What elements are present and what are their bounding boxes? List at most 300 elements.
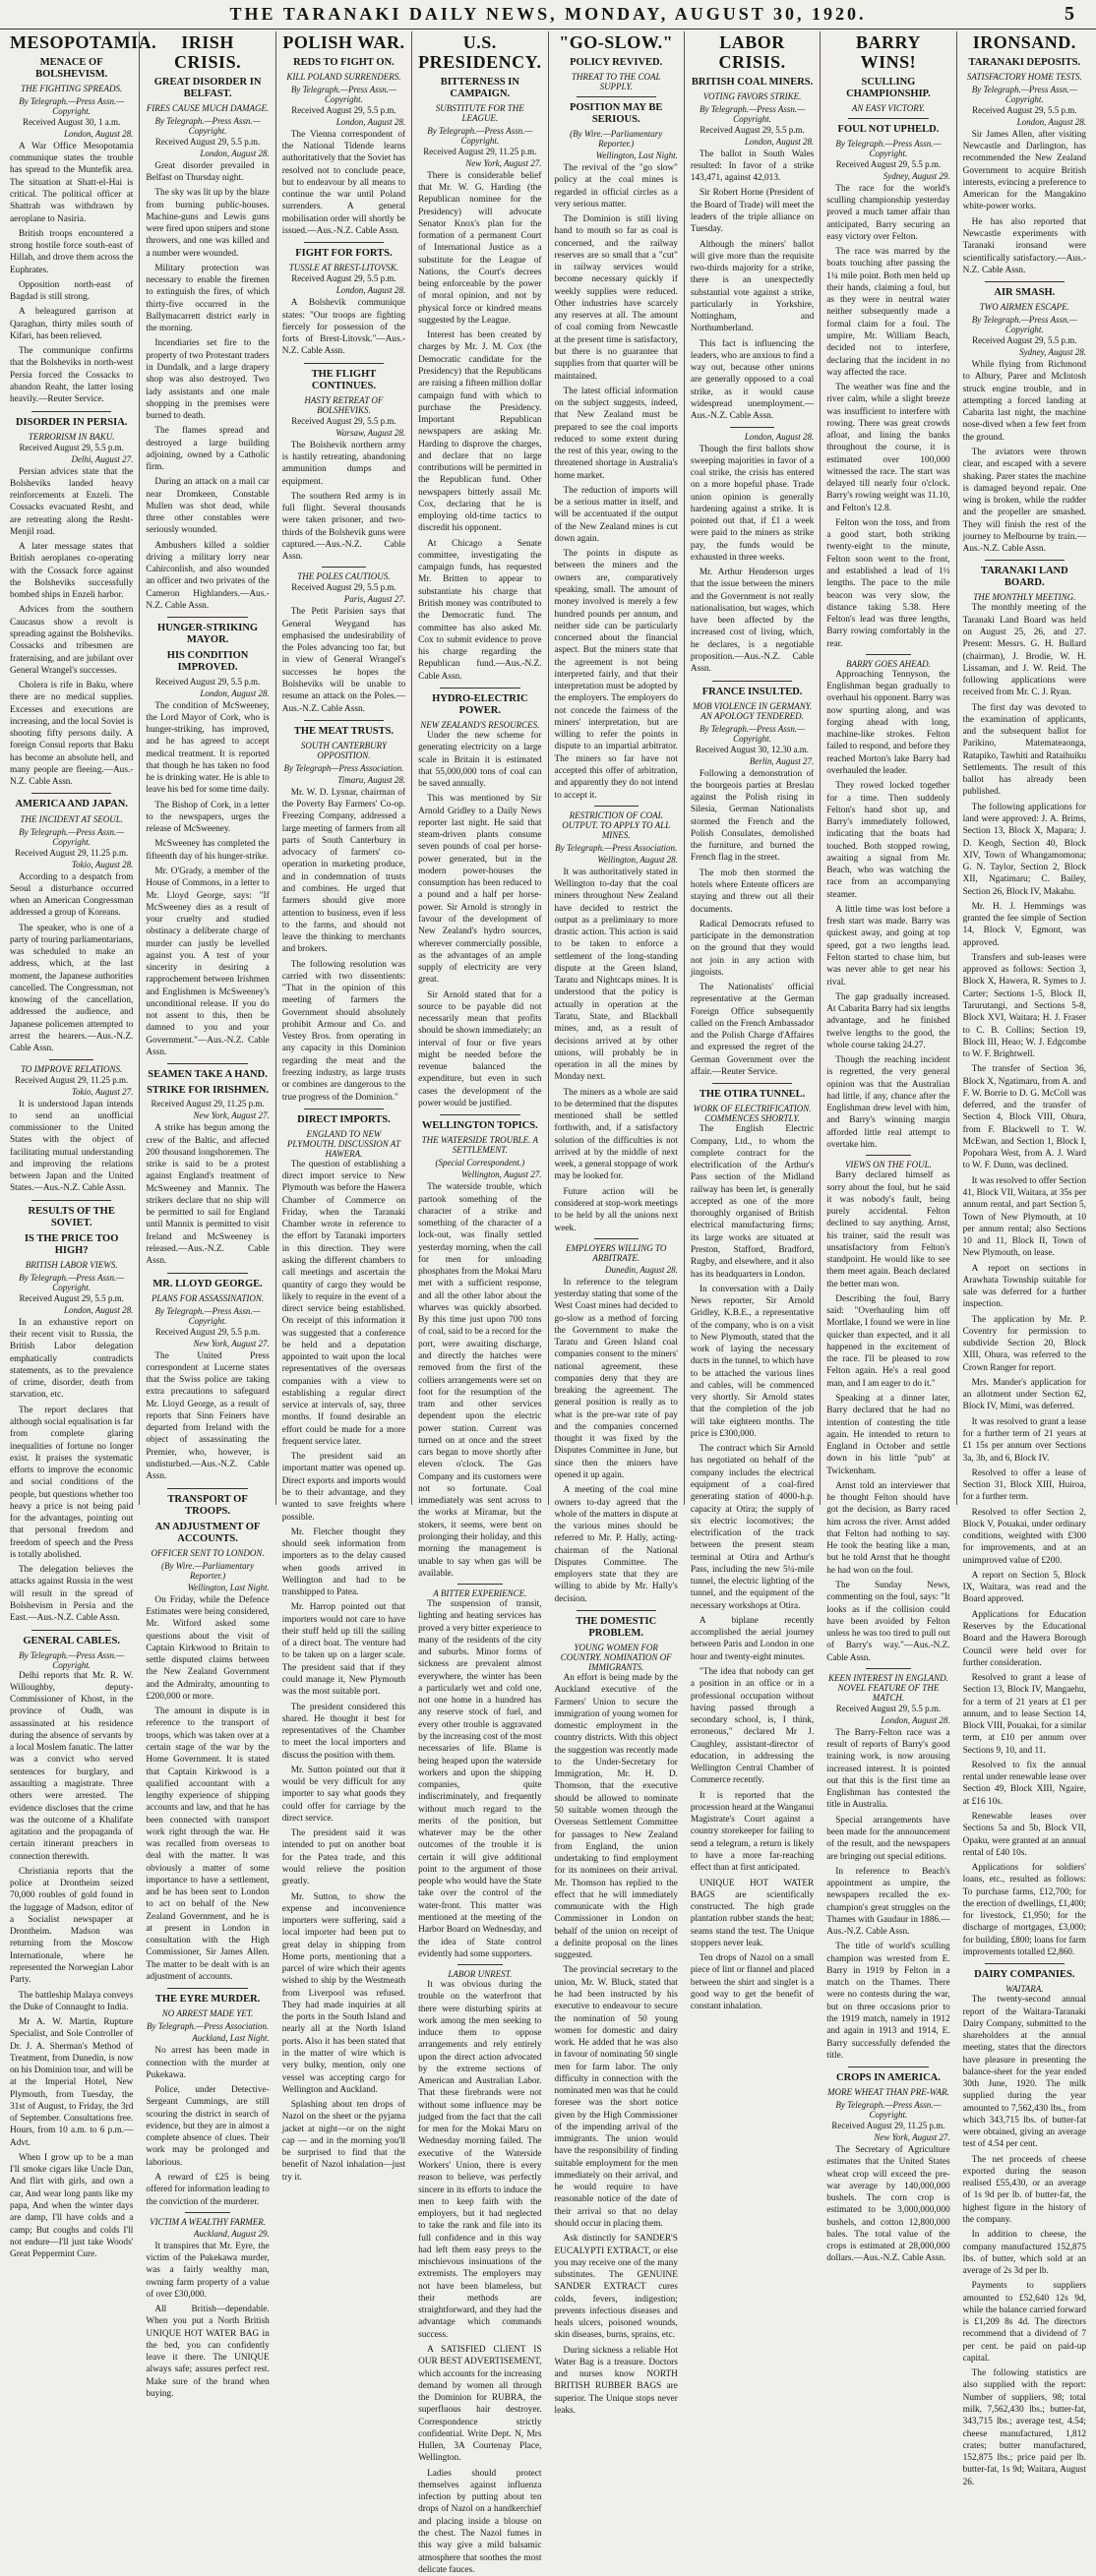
article-paragraph: The question of establishing a direct import service to New Plymouth was before the Hawera Chamber of Commerce on Friday, when the Taranaki Chamber wrote in reference to the effort by Taranaki importers in this direction. They were asking the different chambers to call meetings and ascertain the quantity of cargo they would be likely to require in the event of a direct service being established. On receipt of this information it was suggested that a conference be held and a deputation appointed to wait upon the local representatives of the overseas companies with a view to establishing a regular direct service at intervals of, say, three months. If found desirable an effort could be made for a more frequent service later.	[281, 1159, 406, 1447]
article-paragraph: Radical Democrats refused to participate in the demonstration on the ground that they would not join in any action with jingoists.	[690, 919, 815, 978]
received-time: Received August 29, 5.5 p.m.	[19, 442, 124, 452]
article-subline: VOTING FAVORS STRIKE.	[702, 90, 802, 101]
article-subline: NO ARREST MADE YET.	[161, 2008, 254, 2019]
article-paragraph: The southern Red army is in full flight. Several thousands were taken prisoner, and two-thirds of the Bolshevik guns were captured.—Aus.-N.Z. Cable Assn.	[281, 491, 406, 563]
article-subhead: TRANSPORT OF TROOPS.	[167, 1493, 248, 1517]
short-rule	[594, 1238, 639, 1239]
article	[826, 1160, 949, 1664]
article-paragraph: A biplane recently accomplished the aerial journey between Paris and London in one hour and twenty-eight minutes.	[690, 1615, 815, 1662]
article-paragraph: The gap gradually increased. At Cabarita Barry had six lengths advantage, and he finished twelve lengths to the good, the whole course taking 24.27.	[826, 991, 950, 1050]
article-subhead: REDS TO FIGHT ON.	[293, 56, 395, 68]
article-subline: SUBSTITUTE FOR THE LEAGUE.	[435, 102, 524, 123]
article	[418, 1120, 541, 1580]
section-rule	[304, 720, 384, 721]
article-subhead: POLICY REVIVED.	[570, 56, 663, 68]
received-time: Received August 29, 11.25 p.m.	[15, 1074, 129, 1085]
article-paragraph: A War Office Mesopotamia communique states the trouble has spread to the Muntefik area. The situation at Shatt-el-Hai is critical. The political officer at Shattrah was withdrawn by aeroplane to Nasiria.	[10, 141, 134, 224]
article	[146, 1069, 269, 1267]
column-3	[276, 31, 412, 2183]
article	[963, 287, 1086, 555]
article-paragraph: The mob then stormed the hotels where Entente officers are staying and threw out all their documents.	[690, 868, 815, 915]
article-subline: MORE WHEAT THAN PRE-WAR.	[827, 2087, 949, 2098]
received-time: Received August 29, 11.25 p.m.	[15, 847, 129, 858]
received-time: Received August 29, 5.5 p.m.	[972, 104, 1077, 115]
article-credit: By Telegraph.—Press Assn.—Copyright.	[154, 115, 261, 136]
article-paragraph: When I grow up to be a man I'll smoke cigars like Uncle Dan, And flirt with girls, and own a car, And wear long pants like my papa, And when the winter days are damp, I'll have colds and a camp; But coughs and colds I'll not endure—I'll just take Woods' Great Peppermint Cure.	[10, 2152, 134, 2260]
article-subhead: MR. LLOYD GEORGE.	[152, 1278, 263, 1289]
article-subhead: GENERAL CABLES.	[23, 1635, 120, 1647]
article-paragraph: The report declares that although social equalisation is far from complete glaring inequalities of fortune no longer exist. It praises the systematic efforts to improve the economic and social conditions of the people, but questions whether too heavy a price is not being paid for the advantages, pointing out that personal freedom and freedom of speech and the Press is totally abolished.	[10, 1405, 134, 1560]
article-credit: (By Wire.—Parliamentary Reporter.)	[160, 1560, 255, 1581]
article	[10, 417, 133, 789]
article-subline: SOUTH CANTERBURY OPPOSITION.	[300, 740, 387, 760]
article-subhead: AN ADJUSTMENT OF ACCOUNTS.	[154, 1521, 261, 1544]
received-time: Received August 29, 5.5 p.m.	[19, 1292, 124, 1303]
article	[555, 102, 678, 802]
article-paragraph: The condition of McSweeney, the Lord Mayor of Cork, who is hunger-striking, has improved, and he has agreed to accept medical treatment. It is reported that though he has taken no food he is drinking water. He is able to leave his bed for some time daily.	[146, 700, 270, 796]
article-subhead: THE OTIRA TUNNEL.	[699, 1089, 806, 1101]
article-paragraph: Resolved to grant a lease of Section 13, Block IV, Mangaehu, for a term of 21 years at £1 per annum, and to lease Section 14, Block VIII, Pouakai, for a similar term, at £10 per annum over Sections 9, 10, and 11.	[962, 1673, 1086, 1756]
article-paragraph: Incendiaries set fire to the property of two Protestant traders in Dundalk, and a large drapery shop was also destroyed. Two lady assistants and one male shopping in the premises were burned to death.	[146, 338, 270, 422]
short-rule	[322, 567, 366, 568]
article-paragraph: Payments to suppliers amounted to £52,640 12s 9d, while the balance carried forward is £1,209 8s 4d. The directors recommend that a dividend of 7 per cent. be paid on paid-up capital.	[962, 2281, 1086, 2364]
column-4	[412, 31, 548, 2575]
section-rule	[712, 1083, 792, 1084]
article	[963, 566, 1086, 1958]
article-paragraph: The Dominion is still living hand to mouth so far as coal is concerned, and the railway reserves are so small that a "cut" in railway services would become necessary quickly if weekly supplies were reduced. Other industries have scarcely any reserves at all. The amount of coal coming from Newcastle at the present time is satisfactory, but there is no guarantee that supplies from that quarter will be maintained.	[554, 214, 678, 382]
article	[555, 810, 678, 1234]
article-credit: By Telegraph.—Press Assn.—Copyright.	[19, 1272, 125, 1292]
article-paragraph: The president said an important matter was opened up. Direct exports and imports would be to their advantage, and they wanted to save freights where possible.	[281, 1452, 406, 1523]
article-subline: KEEN INTEREST IN ENGLAND. NOVEL FEATURE OF THE MATCH.	[828, 1672, 948, 1703]
article-subhead: AIR SMASH.	[994, 287, 1056, 299]
article-paragraph: The suspension of transit, lighting and heating services has proved a very bitter experience to many of the residents of the city and suburbs. Minor forms of sickness are prevalent almost everywhere, the winter has been a particularly wet and cold one, not one home in a hundred has any reserve stock of fuel, and every other trouble is aggravated by the increasing cost of the most necessaries of life. Blame is being heaped upon the waterside workers and upon the shipping companies, quite indiscriminately, and frequently without much regard to the merits of the position, but whatever may be the other outcomes of the trouble it is certain it will give additional point to the argument of those people who would have the State take over the control of the water-front. This matter was mentioned at the meeting of the Harbor Board on Wednesday, and the idea of State control evidently had some supporters.	[418, 1599, 542, 1959]
article-paragraph: A report on Section 5, Block IX, Waitara, was read and the Board approved.	[962, 1570, 1086, 1605]
article-paragraph: A meeting of the coal mine owners to-day agreed that the whole of the matters in dispute at the various mines should be referred to Mr. P. Hally, acting-chairman of the National Disputes Committee. The employers state that they are willing to abide by Mr. Hally's decision.	[554, 1485, 678, 1604]
article-dateline: New York, August 27.	[193, 1338, 270, 1348]
article-paragraph: A Bolshevik communique states: "Our troops are fighting fiercely for possession of the forts of Brest-Litovsk."—Aus.-N.Z. Cable Assn.	[281, 298, 406, 357]
article-subline: THREAT TO THE COAL SUPPLY.	[571, 71, 661, 91]
article-dateline: Wellington, Last Night.	[595, 150, 678, 160]
received-time: Received August 29, 5.5 p.m.	[154, 676, 261, 687]
section-rule	[304, 242, 384, 243]
article-subhead: TARANAKI DEPOSITS.	[968, 56, 1081, 68]
article-subline: OFFICER SENT TO LONDON.	[151, 1547, 265, 1558]
received-time: Received August 29, 5.5 p.m.	[291, 582, 396, 593]
article-paragraph: The transfer of Section 36, Block X, Ngatimaru, from A. and F. W. Borrie to D. G. McColl was deferred, and the transfer of Section 4, Block VIII, Ohura, from F. Blackwell to T. W. McEwan, and Section 1, Block I, Popohara West, from A. J. Ward to W. F. Dunn, was declined.	[962, 1064, 1086, 1171]
article-paragraph: The net proceeds of cheese exported during the season realised £55,430, or an average of 1s 9d per lb. of butter-fat, the highest figure in the history of the company.	[962, 2154, 1086, 2226]
article-paragraph: The following resolution was carried with two dissentients: "That in the opinion of this meeting of farmers the Government should absolutely prohibit Armour and Co. and Vestey Bros. from operating in any capacity in this Dominion regarding the meat and the freezing industry, as large trusts or combines are dangerous to the true progress of the Dominion."	[281, 959, 406, 1103]
column-5	[549, 31, 685, 2416]
article-subline: VIEWS ON THE FOUL.	[844, 1160, 932, 1170]
article-subhead: THE DOMESTIC PROBLEM.	[576, 1615, 657, 1639]
article-dateline: Berlin, August 27.	[749, 755, 815, 766]
article-paragraph: The battleship Malaya conveys the Duke of Connaught to India.	[10, 1990, 134, 2012]
short-rule	[457, 1964, 502, 1965]
article-headline: U.S. PRESIDENCY.	[418, 32, 542, 72]
article	[282, 1114, 405, 2184]
received-time: Received August 29, 5.5 p.m.	[291, 104, 396, 115]
article-paragraph: Ladies should protect themselves against influenza infection by putting about ten drops of Nazol on a handkerchief and placing inside a blouse on the chest. The Nazol fumes in this way give a mild balsamic atmosphere that soothes the most delicate fauces.	[418, 2468, 542, 2575]
article-subline: WORK OF ELECTRIFICATION. COMMENCES SHORTLY.	[693, 1104, 812, 1124]
article-paragraph: Resolved to fix the annual rental under renewable lease over Section 49, Block XIII, Ngaire, at £16 10s.	[962, 1760, 1086, 1807]
received-time: Received August 29, 11.25 p.m.	[423, 146, 537, 156]
article-subline: TUSSLE AT BREST-LITOVSK.	[288, 263, 399, 273]
article-credit: By Telegraph.—Press Assn.—Copyright.	[971, 315, 1077, 335]
article-paragraph: The sky was lit up by the blaze from burning public-houses. Machine-guns and Lewis guns were fired upon snipers and stone throwers, and one was killed and a number were wounded.	[146, 188, 270, 259]
received-time: Received August 29, 5.5 p.m.	[291, 415, 396, 426]
article-paragraph: The English Electric Company, Ltd., to whom the complete contract for the electrification of the Arthur's Pass section of the Midland railway has been let, is generally accepted as one of the more thoroughly organised of British electrical manufacturing firms; its large works are situated at Preston, Stafford, Bradford, Rugby, and elsewhere, and it also has its headquarters in London.	[690, 1124, 815, 1280]
article-paragraph: Special arrangements have been made for the announcement of the result, and the newspapers are bringing out special editions.	[826, 1815, 950, 1862]
article-paragraph: Renewable leases over Sections 5a and 5b, Block VII, Opaku, were granted at an annual rental of £40 10s.	[962, 1811, 1086, 1858]
article-paragraph: It is understood Japan intends to send an unofficial commissioner to the United States with the object of facilitating mutual understanding and improving the relations between Japan and the United States.—Aus.-N.Z. Cable Assn.	[10, 1099, 134, 1194]
section-rule	[304, 363, 384, 364]
article-paragraph: The twenty-second annual report of the Waitara-Taranaki Dairy Company, submitted to the shareholders at the annual meeting, states that the directors have pleasure in presenting the balance-sheet for the year ended 30th June, 1920. The milk supplied during the year amounted to 7,562,430 lbs., from which 343,715 lbs. of butter-fat were obtained, giving an average test of 4.54 per cent.	[962, 1995, 1086, 2150]
article-paragraph: Mr. Sutton, to show the expense and inconvenience importers were suffering, said a local importer had been put to great delay in shipping from Home ports, mentioning that a parcel of wire which their agents wished to ship by the Westmeath from Liverpool was refused. They had made inquiries at all the ports in the South Island and nearly all at the North Island ports. Also it has been stated that in the matter of wire which is very bulky, mention, only one vessel was accepting cargo for Wellington and Auckland.	[281, 1891, 406, 2095]
article-paragraph: The Petit Parisien says that General Weygand has emphasised the undesirability of the Poles advancing too far, but in view of General Wrangel's successes he hopes the Bolsheviks will be unable to resume an attack on the Poles.—Aus.-N.Z. Cable Assn.	[281, 607, 406, 714]
article-credit: By Telegraph.—Press Assn.—Copyright.	[699, 723, 806, 744]
article-paragraph: Following a demonstration of the bourgeois parties at Breslau against the Polish rising in Silesia, German Nationalists stormed the French and the Polish Consulates, demolished the furniture, and burned the French flag in the street.	[690, 768, 815, 864]
article-paragraph: The first day was devoted to the examination of applicants, and the subsequent ballot for Parikino, Matemateaonga, Ratapiko, Tawhiti and Rataihuiku Settlements. The result of this ballot has already been published.	[962, 702, 1086, 798]
article-subline: VICTIM A WEALTHY FARMER.	[150, 2216, 266, 2227]
article-paragraph: It transpires that Mr. Eyre, the victim of the Pukekawa murder, was a fairly wealthy man, owning farm property of a value of over £30,000.	[146, 2241, 270, 2300]
article-paragraph: The Barry-Felton race was a result of reports of Barry's good training work, is now arousing increased interest. It is pointed out that this is the first time an Englishman has contested the title in Australia.	[826, 1727, 950, 1811]
article-dateline: Paris, August 27.	[343, 594, 406, 605]
article-subhead: TARANAKI LAND BOARD.	[980, 566, 1068, 589]
article-paragraph: The waterside trouble, which partook something of the character of a strike and something of the character of a lock-out, was finally settled yesterday morning, when the call for men for unloading phosphates from the Mokai Maru met with a sufficient response, and all the other labor about the wharves was quickly absorbed. By this time just upon 700 tons of coal, said to be a record for the port, were awaiting discharge, and directly the hatches were removed from the first of the colliers arrangements were set on foot for the resumption of the tram and other services dependent upon the electric power station. Current was turned on at once and the street cars began to move shortly after eleven o'clock. The Gas Company and its customers were not so fortunate. Coal immediately was sent across to the works at Miramar, but the stokers, it seems, were bent on prolonging their holiday, and this morning the management is unable to say when gas will be available.	[418, 1182, 542, 1579]
section-rule	[985, 560, 1065, 561]
article-paragraph: In addition to cheese, the company manufactured 152,875 lbs. of butter, which sold at an average of 2s 3d per lb.	[962, 2230, 1086, 2277]
article-paragraph: The president said it was intended to put on another boat for the Patea trade, and this would relieve the position greatly.	[281, 1828, 406, 1887]
article-paragraph: Mr. Harrop pointed out that importers would not care to have their stuff held up till the sailing of a direct boat. The venture had to be taken up on a larger scale. The president said that if they could manage it, New Plymouth was the most suitable port.	[281, 1602, 406, 1698]
article-dateline: London, August 28.	[881, 1714, 950, 1725]
article-headline: LABOR CRISIS.	[718, 32, 786, 72]
column-6	[685, 31, 821, 2012]
article-paragraph: The Sunday News, commenting on the foul, says: "It looks as if the collision could have been avoided by Felton unless he was too tired to pull out of Barry's way."—Aus.-N.Z. Cable Assn.	[826, 1581, 950, 1663]
article	[826, 2072, 949, 2265]
article-subline: LABOR UNREST.	[448, 1969, 513, 1980]
short-rule	[866, 654, 910, 655]
article-paragraph: In conversation with a Daily News reporter, Sir Arnold Gridley, K.B.E., a representative of the company, who is on a visit to New Plymouth, stated that the work of laying the necessary ducts in the tunnel, to which have to be attached the various lines and cables, will be commenced very shortly. Sir Arnold states that the completion of the job will take eighteen months. The price is £300,000.	[690, 1284, 815, 1439]
received-time: Received August 30, 12.30 a.m.	[696, 744, 810, 754]
article-credit: By Telegraph—Press Association.	[283, 762, 404, 773]
columns-container	[0, 30, 1096, 2575]
article-dateline: Tokio, August 28.	[71, 859, 134, 869]
article-headline: MESOPOTAMIA.	[10, 32, 157, 52]
article-subline: PLANS FOR ASSASSINATION.	[151, 1292, 265, 1303]
article-paragraph: Mr. Fletcher thought they should seek information from importers as to the delay caused when goods arrived in Wellington and had to be transhipped to Patea.	[281, 1527, 406, 1598]
article-subline: HASTY RETREAT OF BOLSHEVIKS.	[304, 394, 384, 415]
article-paragraph: The communique confirms that the Bolsheviks in north-west Persia forced the Cossacks to abandon Reaht, the latter losing heavily.—Reuter Service.	[10, 346, 134, 405]
article-subhead: IS THE PRICE TOO HIGH?	[24, 1232, 119, 1256]
article-paragraph: Though the reaching incident is regretted, the very general opinion was that the Australian had little, if any, chance after the Englishman drew level with him, and Barry's winning margin afforded little real attempt to overtake him.	[826, 1055, 950, 1150]
article-headline: IRONSAND.	[972, 32, 1076, 52]
article-paragraph: Future action will be considered at stop-work meetings to be held by all the unions next week.	[554, 1186, 678, 1233]
section-rule	[985, 281, 1065, 282]
article-paragraph: Ambushers killed a soldier driving a military lorry near Cahirconlish, and also wounded an officer and two privates of the Cameron Highlanders.—Aus.-N.Z. Cable Assn.	[146, 540, 270, 612]
article-dateline: Timaru, August 28.	[337, 774, 406, 785]
article-paragraph: At Chicago a Senate committee, investigating the campaign funds, has requested Mr. Britten to appear to substantiate his charge that British money was contributed to the Democratic fund. The committee has also asked Mr. Cox to submit evidence to prove his charge regarding the Republican fund.—Aus.-N.Z. Cable Assn.	[418, 538, 542, 682]
article	[691, 1089, 814, 2012]
article-paragraph: In an exhaustive report on their recent visit to Russia, the British Labor delegation emphatically contradicts statements, as to the prevalence of crime, disorder, death from starvation, etc.	[10, 1317, 134, 1401]
article	[418, 33, 541, 683]
article-subline: BRITISH LABOR VIEWS.	[25, 1259, 118, 1270]
article-subhead: HUNGER-STRIKING MAYOR.	[157, 623, 259, 646]
article-dateline: New York, August 27.	[874, 2132, 950, 2143]
article-credit: (Special Correspondent.)	[435, 1158, 525, 1168]
article	[282, 369, 405, 564]
article-dateline: New York, August 27.	[465, 157, 542, 168]
article	[826, 33, 949, 113]
article-dateline: London, August 28.	[335, 116, 406, 127]
article-subline: TO IMPROVE RELATIONS.	[21, 1063, 123, 1074]
article-subhead: THE MEAT TRUSTS.	[293, 725, 395, 737]
article-subline: WAITARA.	[1005, 1984, 1044, 1995]
article-subline: THE WATERSIDE TROUBLE. A SETTLEMENT.	[421, 1135, 538, 1156]
article-paragraph: During sickness a reliable Hot Water Bag is a treasure. Doctors and nurses know NORTH BRITISH RUBBER BAGS are superior. The Unique stops never leaks.	[554, 2345, 678, 2416]
page-number: 5	[1065, 3, 1074, 25]
article	[146, 623, 269, 1058]
article-credit: By Telegraph.—Press Assn.—Copyright.	[427, 125, 533, 146]
article-paragraph: Describing the foul, Barry said: "Overhauling him off Mortlake, I found we were in line quicker than expected, and it all happened in the excitement of the race. I'll be pleased to row Felton again. He's a real good man, and I am eager to do it."	[826, 1293, 950, 1389]
article-headline: POLISH WAR.	[282, 32, 405, 52]
article-subline: TWO AIRMEN ESCAPE.	[979, 302, 1069, 313]
article-paragraph: The speaker, who is one of a party of touring parliamentarians, was scheduled to make an address, which, at the last moment, the Japanese authorities cancelled. The Congressman, not knowing of the cancellation, addressed the audience, and Japanese policemen attempted to arrest the hearers.—Aus.-N.Z. Cable Assn.	[10, 923, 134, 1054]
article-paragraph: Splashing about ten drops of Nazol on the sheet or the pyjama jacket at night—or on the night cap — and in the morning you'll be surprised to find that the benefit of Nazol inhalation—just try it.	[281, 2100, 406, 2183]
article-subhead: FOUL NOT UPHELD.	[837, 123, 940, 135]
article-paragraph: McSweeney has completed the fifteenth day of his hunger-strike.	[146, 839, 270, 862]
short-rule	[457, 1584, 502, 1585]
article-paragraph: Applications for soldiers' loans, etc., resulted as follows: To purchase farms, £12,700; for the erection of dwellings, £1,400; for livestock, £1,950; for the discharge of mortgages, £3,000; for building, £800; loans for farm improvements totalled £2,860.	[962, 1863, 1086, 1957]
article-paragraph: In reference to the telegram yesterday stating that some of the West Coast mines had decided to go-slow as a method of forcing the Government to make the Taratu and Green Island coal companies consent to the miners' national agreement, these companies deny that they are breaking the agreement. The general position is really as to what is the pre-war rate of pay and the companies concerned thought it was fixed by the Disputes Committee in June, but since then the miners have opened it up again.	[554, 1277, 678, 1481]
received-time: Received August 29, 5.5 p.m.	[154, 1326, 261, 1337]
article	[826, 659, 949, 1151]
article-subhead: BITTERNESS IN CAMPAIGN.	[440, 76, 519, 99]
column-8	[957, 31, 1092, 2487]
article-subhead: SEAMEN TAKE A HAND.	[148, 1069, 268, 1081]
section-rule	[167, 1063, 247, 1064]
article-paragraph: During an attack on a mail car near Dromkeen, Constable Mullen was shot dead, while three other constables were seriously wounded.	[146, 477, 270, 536]
article-subhead: FIGHT FOR FORTS.	[295, 248, 393, 260]
article-headline: "GO-SLOW."	[559, 32, 674, 52]
article-subhead: WELLINGTON TOPICS.	[421, 1120, 538, 1132]
article-paragraph: Sir James Allen, after visiting Newcastle and Darlington, has recommended the New Zealand Government to acquire British interests, evincing a preference to American for the Mangakino white-power works.	[962, 129, 1086, 212]
article-paragraph: A SATISFIED CLIENT IS OUR BEST ADVERTISEMENT, which accounts for the increasing demand by women all through the Dominion for RUBRA, the superfluous hair destroyer. Correspondence strictly confidential. Write Dept. N, Mrs Hullen, 3A Courtenay Place, Wellington.	[418, 2345, 542, 2464]
article-paragraph: "The idea that nobody can get a position in an office or in a professional occupation without having passed through a secondary school, is, I think, erroneous," declared Mr J. Caughley, assistant-director of education, in addressing the Wellington Central Chamber of Commerce recently.	[690, 1667, 815, 1786]
article-paragraph: The Bishop of Cork, in a letter to the newspapers, urges the release of McSweeney.	[146, 800, 270, 835]
article-paragraph: The latest official information on the subject suggests, indeed, that New Zealand must be prepared to see the coal imports reduced to some extent during the rest of this year, owing to the threatened shortage in Australia's home market.	[554, 386, 678, 481]
received-time: Received August 29, 11.25 p.m.	[151, 1099, 265, 1109]
article-paragraph: The contract which Sir Arnold has negotiated on behalf of the company includes the electrical equipment of a coal-fired generating station of 4000-h.p. capacity at Otira; the supply of six electric locomotives; the electrification of the track between the present steam terminal at Otira and Arthur's Pass, including the new 5¼-mile tunnel, the electric lighting of the tunnel, and the equipment of the necessary workshops at Otira.	[690, 1444, 815, 1611]
article-paragraph: Great disorder prevailed in Belfast on Thursday night.	[146, 160, 270, 183]
short-rule	[866, 1668, 910, 1669]
short-rule	[49, 1059, 93, 1060]
article-paragraph: The monthly meeting of the Taranaki Land Board was held on August 25, 26, and 27. Present: Messrs. G. H. Bullard (chairman), J. Brodie, W. H. Lissaman, and J. W. Reid. The following applications were received from Mr. C. J. Ryan.	[962, 603, 1086, 698]
article	[418, 1588, 541, 1960]
article-paragraph: Mr. H. J. Hemmings was granted the fee simple of Section 14, Block V, Egmont, was approved.	[962, 901, 1086, 948]
article-credit: By Telegraph.—Press Assn.—Copyright.	[835, 138, 942, 158]
article-dateline: London, August 28.	[744, 431, 815, 442]
article-paragraph: The reduction of imports will be a serious matter in itself, and will be accentuated if the output of the New Zealand mines is cut down again.	[554, 485, 678, 544]
section-rule	[577, 96, 656, 97]
article-subhead: DISORDER IN PERSIA.	[15, 416, 128, 428]
article-paragraph: The flames spread and destroyed a large building adjoining, owned by a Catholic firm.	[146, 426, 270, 473]
article-paragraph: A strike has begun among the crew of the Baltic, and affected 200 thousand longshoremen. The strike is said to be a protest against England's treatment of McSweeney and Mannix. The strikers declare that no ship will be permitted to sail for England until Mannix is permitted to visit Ireland and McSweeney is released.—Aus.-N.Z. Cable Assn.	[146, 1123, 270, 1267]
article-paragraph: Delhi reports that Mr. R. W. Willoughby, deputy-Commissioner of Khost, in the province of Oudh, was assassinated at his residence during the absence of servants by a local Moslem fanatic. The latter was a convict who served sentences for burglary, and assaulting a magistrate. Three others were arrested. The evidence discloses that the crime was the outcome of a Khalifate agitation and the propaganda of certain itinerant preachers in connection therewith.	[10, 1670, 134, 1862]
section-rule	[440, 688, 519, 689]
short-rule	[866, 1155, 910, 1156]
article-subline: EMPLOYERS WILLING TO ARBITRATE.	[566, 1242, 667, 1263]
article-paragraph: No arrest has been made in connection with the murder at Pukekawa.	[146, 2046, 270, 2080]
article-paragraph: The race was marred by the boats touching after passing the 1¼ mile point. Both men held up their hands, claiming a foul, but as they were in neutral water neither subsequently made a formal claim for a foul. The umpire, Mr. William Beach, decided not to interfere, declaring that the incident in no way affected the race.	[826, 247, 950, 378]
article-subline: YOUNG WOMEN FOR COUNTRY. NOMINATION OF IMMIGRANTS.	[560, 1643, 672, 1673]
article-subhead: STRIKE FOR IRISHMEN.	[147, 1085, 270, 1097]
article-dateline: London, August 28.	[744, 136, 815, 147]
article-subline: NEW ZEALAND'S RESOURCES.	[420, 720, 540, 730]
article-paragraph: The points in dispute as between the miners and the owners are, comparatively speaking, small. The amount of money involved is merely a few hundred pounds per annum, and neither side can be particularly concerned about the financial aspect. But the miners state that the agreement is not being interpreted fairly, and that their interpretation must be adopted by the employers. The employers do not concede the fairness of the miners' interpretation, but are willing to refer the points in dispute to an impartial arbitrator. The miners so far have not accepted this offer of arbitration, and apparently they do not intend to accept it.	[554, 549, 678, 801]
article	[146, 1494, 269, 1984]
article	[282, 571, 405, 714]
article	[282, 33, 405, 237]
article-paragraph: Transfers and sub-leases were approved as follows: Section 3, Block X, Hawera, R. Symes to J. Carter; Sections 1-5, Block II, Tarurutangi, and Sections 5-8, Block XVI, Waitara; H. J. Fraser to C. B. Collins; Section 19, Block III, Heao; W. J. Edgcombe to W. F. Brightwell.	[962, 952, 1086, 1060]
article-paragraph: A beleagured garrison at Qaraghan, thirty miles south of Kifari, has been relieved.	[10, 307, 134, 341]
article-dateline: Sydney, August 29.	[883, 170, 950, 181]
article-subline: A BITTER EXPERIENCE.	[433, 1588, 527, 1599]
article-subline: ENGLAND TO NEW PLYMOUTH. DISCUSSION AT HAWERA.	[286, 1128, 400, 1159]
article-paragraph: Mr. W. D. Lysnar, chairman of the Poverty Bay Farmers' Co-op. Freezing Company, addressed a large meeting of farmers from all parts of South Canterbury in advocacy of farmers' co-operation in marketing produce, and in condemnation of trusts and combines. He urged that farmers should give more attention to business, even if less to the farms, and should not leave the thinking to merchants and brokers.	[281, 787, 406, 955]
article-paragraph: The ballot in South Wales resulted: In favor of a strike 143,471, against 42,013.	[690, 149, 815, 184]
section-rule	[440, 1114, 519, 1115]
article	[826, 1673, 949, 2062]
section-rule	[167, 617, 247, 618]
article-subline: KILL POLAND SURRENDERS.	[286, 71, 401, 82]
article-paragraph: The delegation believes the attacks against Russia in the west will result in the spread of Bolshevism in Persia and the East.—Aus.-N.Z. Cable Assn.	[10, 1565, 134, 1624]
article-paragraph: British troops encountered a strong hostile force south-east of Hillah, and drove them across the Euphrates.	[10, 228, 134, 275]
article-credit: By Telegraph.—Press Assn.—Copyright.	[19, 1649, 125, 1670]
article-paragraph: A later message states that British aeroplanes co-operating with the Cossack force against the Bolsheviks successfully bombed ships in Enzeli harbor.	[10, 542, 134, 601]
article-paragraph: Persian advices state that the Bolsheviks landed heavy reinforcements at Enzeli. The Cossacks evacuated Resht, and are retreating along the Resht-Menjil road.	[10, 466, 134, 537]
article-paragraph: On Friday, while the Defence Estimates were being considered, Mr. Witford asked some questions about the visit of Captain Kirkwood to Britain to settle disputed claims between the New Zealand Government and the Admiralty, amounting to £200,000 or more.	[146, 1594, 270, 1702]
article-dateline: Warsaw, August 28.	[335, 427, 406, 438]
article-paragraph: A little time was lost before a fresh start was made. Barry was quickest away, and going at top speed, got a two lengths lead. Felton started to chase him, but was never able to get near his rival.	[826, 904, 950, 988]
article-dateline: Auckland, August 29.	[193, 2228, 270, 2239]
article	[555, 1616, 678, 2417]
column-7	[821, 31, 956, 2264]
received-time: Received August 29, 5.5 p.m.	[835, 158, 942, 169]
article-credit: By Telegraph.—Press Association.	[555, 842, 678, 853]
article-paragraph: The president considered this shared. He thought it best for representatives of the Chamber to meet the local importers and discuss the position with them.	[281, 1702, 406, 1761]
article-dateline: Wellington, August 27.	[460, 1169, 542, 1180]
article-paragraph: Approaching Tennyson, the Englishman began gradually to overhaul his opponent. Barry was now spurting along, and was forging ahead with long, machine-like strokes. Felton failed to respond, and before they reached Morton's lake Barry had overhauled the leader.	[826, 669, 950, 776]
article-paragraph: Police, under Detective-Sergeant Cummings, are still scouring the district in search of evidence, but they are in almost a complete absence of clues. Their work may be prolonged and laborious.	[146, 2085, 270, 2168]
article-dateline: London, August 28.	[64, 1304, 134, 1315]
article-paragraph: Although the miners' ballot will give more than the requisite two-thirds majority for a strike, there is an unexpectedly substantial vote against a strike, particularly in Yorkshire, Nottingham, and Northumberland.	[690, 239, 815, 334]
article-credit: By Telegraph.—Press Assn.—Copyright.	[835, 2100, 942, 2121]
column-1	[4, 31, 157, 2260]
article-paragraph: Mr. Sutton pointed out that it would be very difficult for any importer to say what goods they could offer for carriage by the direct service.	[281, 1765, 406, 1824]
article	[555, 33, 678, 91]
article-subline: MOB VIOLENCE IN GERMANY. AN APOLOGY TENDERED.	[692, 700, 813, 721]
article-subline: SATISFACTORY HOME TESTS.	[966, 71, 1082, 82]
received-time: Received August 29, 5.5 p.m.	[154, 136, 261, 147]
article	[691, 432, 814, 676]
article-paragraph: Speaking at a dinner later, Barry declared that he had no intention of contesting the title again. He intended to return to England in October and settle down in his little "pub" at Twickenham.	[826, 1394, 950, 1476]
article-paragraph: Interest has been created by charges by Mr. J. M. Cox (the Democratic candidate for the Presidency) that the Republicans are raising a fifteen million dollar campaign fund with which to purchase the Presidency. Important Republican newspapers are asking Mr. Harding to disprove the charges, and declare that no large contributions will be permitted in the Republican fund. Other newspapers bitterly assail Mr. Cox, declaring that he is employing old-time tactics to discredit his opponent.	[418, 330, 542, 534]
short-rule	[594, 806, 639, 807]
article-subline: AN EASY VICTORY.	[851, 102, 925, 113]
article-paragraph: It was authoritatively stated in Wellington to-day that the coal miners throughout New Zealand have decided to restrict the output as a preliminary to more drastic action. This action is said to be taken to enforce a settlement of the long-standing dispute at the Green Island, Taratu and Nightcaps mines. It is understood that the policy is actually in operation at the Taratu, State, and Blackball mines, and, as a result of decisions arrived at by other unions, will probably be in operation in all the mines by Monday next.	[554, 867, 678, 1083]
article-subhead: THE EYRE MURDER.	[154, 1994, 261, 2006]
article-paragraph: A reward of £25 is being offered for information leading to the conviction of the murderer.	[146, 2173, 270, 2207]
section-rule	[712, 681, 792, 682]
article-paragraph: UNIQUE HOT WATER BAGS are scientifically constructed. The high grade plantation rubber stands the heat; seams stand the test. The Unique stoppers never leak.	[690, 1878, 815, 1948]
section-rule	[167, 1988, 247, 1989]
article-subhead: SCULLING CHAMPIONSHIP.	[846, 76, 931, 99]
section-rule	[31, 793, 111, 794]
article-paragraph: Military protection was necessary to enable the firemen to extinguish the fires, of which thirty-five occurred in the Ballymacarrett district early in the morning.	[146, 263, 270, 334]
short-rule	[185, 2212, 229, 2213]
article-credit: By Telegraph.—Press Assn.—Copyright.	[699, 103, 806, 124]
article-paragraph: According to a despatch from Seoul a disturbance occurred when an American Congressman addressed a group of Koreans.	[10, 871, 134, 919]
article	[826, 124, 949, 650]
article	[10, 1206, 133, 1625]
article-dateline: Wellington, Last Night.	[187, 1582, 270, 1592]
article-paragraph: Barry declared himself as sorry about the foul, but he said it was nobody's fault, being purely accidental. Felton declined to say anything. Arnst, his trainer, said the result was unsatisfactory from Felton's standpoint. He would like to see them meet again. Beach declared the better man won.	[826, 1170, 950, 1289]
article-paragraph: The amount in dispute is in reference to the transport of troops, which was taken over at a certain stage of the war by the Home Government. It is stated that Captain Kirkwood is a qualified accountant with a lengthy experience of shipping accounts and law, and that he has been connected with transport work right through the war. He was recalled from overseas to deal with the matter. It was obviously a matter of some importance to have a settlement, and he has been sent to London to act on behalf of the New Zealand Government, and he is at present in London in consultation with the High Commissioner, Sir James Allen. The matter to be dealt with is an adjustment of accounts.	[146, 1707, 270, 1983]
article-paragraph: A report on sections in Arawhata Township suitable for sale was deferred for a further inspection.	[962, 1263, 1086, 1310]
received-time: Received August 30, 1 a.m.	[23, 116, 121, 127]
article-paragraph: Resolved to offer a lease of Section 31, Block XIII, Huiroa, for a further term.	[962, 1468, 1086, 1503]
article-paragraph: The race for the world's sculling championship yesterday proved a much tamer affair than anticipated, Barry securing an easy victory over Felton.	[826, 183, 950, 242]
article-subhead: THE FLIGHT CONTINUES.	[311, 368, 377, 391]
article-credit: By Telegraph.—Press Assn.—Copyright.	[971, 84, 1077, 104]
article	[691, 33, 814, 423]
article-paragraph: The provincial secretary to the union, Mr. W. Bluck, stated that he had been instructed by his executive to endeavour to secure the nomination of 50 young women for domestic and dairy work. He added that he was also in favour of nominating 50 single men for farm labor. The only difficulty in connection with the nominated men was that he could foresee was the short notice given by the High Commissioner of the impending arrival of the immigrants. The union would have the responsibility of finding suitable employment for the men immediately on their arrival, and he would require to have reasonable notice of the date of their arrival so that no delay should occur in placing them.	[554, 1965, 678, 2230]
section-rule	[31, 1630, 111, 1631]
article-paragraph: An effort is being made by the Auckland executive of the Farmers' Union to secure the immigration of young women for domestic employment in the country districts. With this object the suggestion was recently made to the Under-Secretary for Immigration, Mr. H. D. Thomson, that the executive should be allowed to nominate 50 suitable women through the Overseas Settlement Committee for passages to New Zealand from England, the union undertaking to find employment for its nominees on their arrival. Mr. Thomson has replied to the effect that he will immediately communicate with the High Commissioner in London on behalf of the union on receipt of a definite proposal on the lines suggested.	[554, 1673, 678, 1961]
received-time: Received August 29, 5.5 p.m.	[291, 273, 396, 284]
article-subhead: HIS CONDITION IMPROVED.	[166, 650, 249, 674]
article-paragraph: Mr. Arthur Henderson urges that the issue between the miners and the Government is not really nationalisation, but wages, which have been affected by the increased cost of living, which, he declares, is a negotiable proposition.—Aus.-N.Z. Cable Assn.	[690, 568, 815, 675]
article-subhead: DAIRY COMPANIES.	[974, 1969, 1075, 1981]
section-rule	[167, 1488, 247, 1489]
article-credit: By Telegraph.—Press Assn.—Copyright.	[19, 826, 125, 847]
article-paragraph: The Vienna correspondent of the National Tidende learns authoritatively that the Soviet has resolved not to conclude peace, but to endeavour by all means to continue the war until Poland surrenders. A general mobilisation order will shortly be issued.—Aus.-N.Z. Cable Assn.	[281, 129, 406, 236]
article-subline: RESTRICTION OF COAL OUTPUT. TO APPLY TO ALL MINES.	[562, 809, 671, 840]
article-paragraph: Arnst told an interviewer that he thought Felton should have got the decision, as Barry raced him across the river. Arnst added that Felton had nothing to say. He took the beating like a man, but he told Arnst that he thought he had won on the foul.	[826, 1480, 950, 1576]
article-credit: (By Wire.—Parliamentary Reporter.)	[570, 128, 663, 149]
article-subhead: GREAT DISORDER IN BELFAST.	[153, 76, 262, 99]
received-time: Received August 29, 11.25 p.m.	[831, 2121, 945, 2131]
article	[691, 687, 814, 1079]
column-2	[140, 31, 275, 2399]
article-paragraph: This was mentioned by Sir Arnold Gridley to a Daily News reporter last night. He said that steam-driven plants consume seven pounds of coal per horse-power generated, but in the modern power-houses the consumption has been reduced to a pound and a half per horse-power. Sir Arnold is strongly in favour of the development of New Zealand's hydro sources, wherever commercially possible, as the advantages of an ample supply of electricity are very great.	[418, 794, 542, 986]
article	[418, 693, 541, 1109]
article-paragraph: Opposition north-east of Bagdad is still strong.	[10, 279, 134, 303]
received-time: Received August 29, 5.5 p.m.	[835, 1703, 942, 1713]
article-dateline: London, August 28.	[335, 285, 406, 296]
received-time: Received August 29, 5.5 p.m.	[700, 124, 805, 135]
article-dateline: Sydney, August 28.	[1019, 347, 1086, 358]
article-headline: IRISH CRISIS.	[174, 32, 242, 72]
article-paragraph: Resolved to offer Section 2, Block V, Pouakai, under ordinary conditions, weighted with £300 for improvements, and at an unimproved value of £200.	[962, 1507, 1086, 1566]
article-subhead: BRITISH COAL MINERS.	[691, 76, 814, 88]
article-paragraph: Mr A. W. Martin, Rupture Specialist, and Sole Controller of Dr. J. A. Sherman's Method of Treatment, from Dunedin, is now on his Dominion tour, and will be at the Imperial Hotel, New Plymouth, from Tuesday, the 31st of August, to Friday, the 3rd of September. Consultations free. Hours, from 10 a.m. to 6 p.m.—Advt.	[10, 2017, 134, 2148]
article	[418, 1969, 541, 2576]
section-rule	[167, 1273, 247, 1274]
article	[282, 726, 405, 1104]
article-paragraph: Mrs. Mander's application for an allotment under Section 62, Block IV, Mimi, was deferred.	[962, 1377, 1086, 1412]
